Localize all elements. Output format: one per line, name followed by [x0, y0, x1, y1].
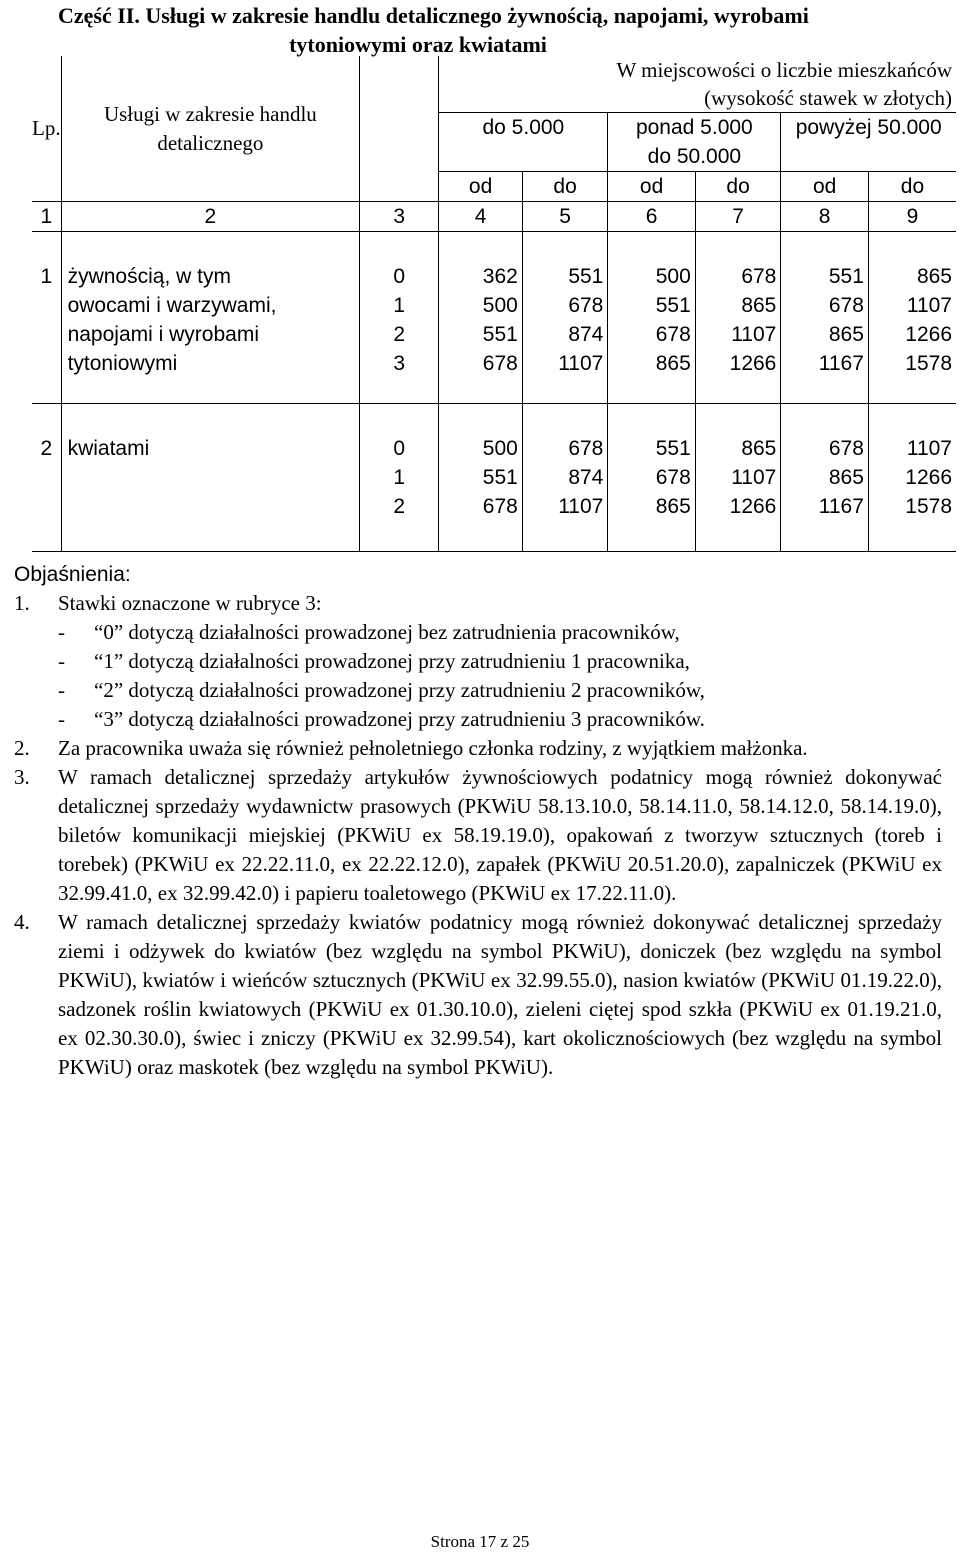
row-service-line: napojami i wyrobami: [67, 323, 259, 346]
note-item: [14, 908, 942, 1082]
rate-value: 1266: [905, 466, 952, 489]
note-number: 2.: [14, 736, 30, 760]
rate-value: 865: [655, 352, 691, 375]
employee-count: 1: [393, 466, 406, 489]
rate-value: 678: [568, 437, 604, 460]
header-lp: Lp.: [32, 56, 61, 202]
header-service: Usługi w zakresie handlu detalicznego: [61, 56, 360, 202]
note-text: Stawki oznaczone w rubryce 3:: [58, 591, 322, 615]
column-number: 3: [360, 202, 439, 232]
rate-value: 1266: [905, 323, 952, 346]
dash-bullet: -: [58, 678, 65, 702]
note-item: [14, 734, 942, 763]
note-subitem: [14, 676, 942, 705]
header-od: od: [439, 172, 522, 202]
row-service: [61, 232, 360, 404]
rate-cell: [522, 232, 608, 404]
rate-value: 500: [482, 437, 518, 460]
rate-value: 865: [741, 437, 777, 460]
rate-value: 678: [741, 265, 777, 288]
rate-value: 1107: [731, 323, 777, 346]
explanations: [14, 560, 942, 1082]
rate-value: 551: [482, 466, 518, 489]
rate-cell: [868, 404, 956, 552]
table-row: [32, 404, 956, 552]
header-range-large: powyżej 50.000: [781, 113, 956, 172]
rate-cell: [439, 404, 522, 552]
note-subitem: [14, 647, 942, 676]
note-subitem-text: “2” dotyczą działalności prowadzonej przy zatrudnieniu 2 pracowników,: [94, 678, 705, 702]
note-text: W ramach detalicznej sprzedaży kwiatów podatnicy mogą również dokonywać detalicznej sprzedaży ziemi i odżywek do kwiatów (bez względu na symbol PKWiU), doniczek (bez względu na symbol PKWiU), kwiatów i wieńców sztucznych (PKWiU ex 32.99.55.0), nasion kwiatów (PKWiU 01.19.22.0), sadzonek roślin kwiatowych (PKWiU ex 01.30.10.0), zieleni ciętej spod szkła (PKWiU ex 01.19.21.0, ex 02.30.30.0), świec i zniczy (PKWiU ex 32.99.54), kart okolicznościowych (bez względu na symbol PKWiU) oraz maskotek (bez względu na symbol PKWiU).: [58, 910, 942, 1079]
rate-value: 362: [482, 265, 518, 288]
rate-value: 865: [916, 265, 952, 288]
rate-value: 865: [828, 466, 864, 489]
employee-count: 1: [393, 294, 406, 317]
note-subitem-text: “1” dotyczą działalności prowadzonej przy zatrudnieniu 1 pracownika,: [94, 649, 690, 673]
rate-value: 865: [828, 323, 864, 346]
note-subitem: [14, 618, 942, 647]
rate-value: 1266: [729, 352, 777, 375]
employee-count: 3: [393, 352, 406, 375]
rate-value: 678: [828, 437, 864, 460]
header-do: do: [695, 172, 781, 202]
section-title: [58, 1, 938, 59]
note-item: [14, 763, 942, 908]
note-subitem-text: “3” dotyczą działalności prowadzonej przy zatrudnieniu 3 pracowników.: [94, 707, 705, 731]
rate-value: 1167: [818, 495, 864, 518]
note-subitem-text: “0” dotyczą działalności prowadzonej bez zatrudnienia pracowników,: [94, 620, 680, 644]
table-row: [32, 232, 956, 404]
column-number: 8: [781, 202, 869, 232]
note-subitem: [14, 705, 942, 734]
row-lp: 2: [32, 404, 61, 552]
rate-value: 1167: [818, 352, 864, 375]
rate-value: 678: [568, 294, 604, 317]
note-text: Za pracownika uważa się również pełnoletniego członka rodziny, z wyjątkiem małżonka.: [58, 736, 808, 760]
header-population-group: [439, 56, 956, 113]
employee-count: 0: [393, 265, 406, 288]
dash-bullet: -: [58, 620, 65, 644]
rate-cell: [868, 232, 956, 404]
rate-cell: [695, 232, 781, 404]
rate-cell: [608, 404, 695, 552]
rate-cell: [439, 232, 522, 404]
rate-cell: [522, 404, 608, 552]
section-title-line1: Część II. Usługi w zakresie handlu detalicznego żywnością, napojami, wyrobami: [58, 3, 809, 28]
rate-value: 874: [568, 466, 604, 489]
rate-cell: [781, 404, 869, 552]
header-group-line1: W miejscowości o liczbie mieszkańców: [616, 58, 952, 82]
rate-value: 678: [482, 352, 518, 375]
header-do: do: [868, 172, 956, 202]
note-number: 1.: [14, 591, 30, 615]
rate-value: 1266: [729, 495, 777, 518]
rate-value: 865: [741, 294, 777, 317]
column-number: 2: [61, 202, 360, 232]
column-number: 7: [695, 202, 781, 232]
rate-cell: [695, 404, 781, 552]
row-service-line: kwiatami: [67, 437, 150, 460]
rate-value: 678: [655, 323, 691, 346]
column-number: 4: [439, 202, 522, 232]
row-service-line: owocami i warzywami,: [67, 294, 277, 317]
column-number: 1: [32, 202, 61, 232]
note-item: [14, 589, 942, 618]
rate-value: 1107: [731, 466, 777, 489]
table-header-row: [32, 56, 956, 113]
row-service-line: tytoniowymi: [67, 352, 178, 375]
rate-cell: [608, 232, 695, 404]
page-number: Strona 17 z 25: [430, 1532, 530, 1551]
header-range-small: do 5.000: [439, 113, 608, 172]
rate-value: 1578: [905, 495, 952, 518]
rate-value: 865: [655, 495, 691, 518]
rate-value: 551: [482, 323, 518, 346]
explanations-heading: Objaśnienia:: [14, 563, 131, 586]
rate-value: 551: [655, 294, 691, 317]
rate-value: 551: [568, 265, 604, 288]
rate-value: 551: [828, 265, 864, 288]
rate-value: 500: [655, 265, 691, 288]
header-rubric: [360, 56, 439, 202]
header-group-line2: (wysokość stawek w złotych): [704, 86, 952, 110]
row-employees: [360, 232, 439, 404]
dash-bullet: -: [58, 649, 65, 673]
rate-value: 678: [482, 495, 518, 518]
employee-count: 2: [393, 323, 406, 346]
note-number: 3.: [14, 765, 30, 789]
employee-count: 0: [393, 437, 406, 460]
employee-count: 2: [393, 495, 406, 518]
column-number: 9: [868, 202, 956, 232]
rates-table: [32, 56, 956, 552]
rate-value: 551: [655, 437, 691, 460]
rate-value: 874: [568, 323, 604, 346]
rate-value: 678: [828, 294, 864, 317]
rate-value: 1107: [906, 437, 952, 460]
note-text: W ramach detalicznej sprzedaży artykułów żywnościowych podatnicy mogą również dokonywać detalicznej sprzedaży wydawnictw prasowych (PKWiU 58.13.10.0, 58.14.11.0, 58.14.12.0, 58.14.19.0), biletów komunikacji miejskiej (PKWiU ex 58.19.19.0), opakowań z tworzyw sztucznych (toreb i torebek) (PKWiU ex 22.22.11.0, ex 22.22.12.0), zapałek (PKWiU 20.51.20.0), zapalniczek (PKWiU ex 32.99.41.0, ex 32.99.42.0) i papieru toaletowego (PKWiU ex 17.22.11.0).: [58, 765, 942, 905]
header-od: od: [608, 172, 695, 202]
row-employees: [360, 404, 439, 552]
rate-value: 1107: [558, 495, 604, 518]
header-od: od: [781, 172, 869, 202]
rate-value: 1107: [906, 294, 952, 317]
row-service-line: żywnością, w tym: [67, 265, 231, 288]
note-number: 4.: [14, 910, 30, 934]
rate-value: 500: [482, 294, 518, 317]
dash-bullet: -: [58, 707, 65, 731]
row-lp: 1: [32, 232, 61, 404]
row-service: [61, 404, 360, 552]
header-do: do: [522, 172, 608, 202]
rate-value: 1578: [905, 352, 952, 375]
rate-value: 678: [655, 466, 691, 489]
header-range-medium: ponad 5.000 do 50.000: [608, 113, 781, 172]
column-number: 5: [522, 202, 608, 232]
rate-cell: [781, 232, 869, 404]
rate-value: 1107: [558, 352, 604, 375]
column-number: 6: [608, 202, 695, 232]
section-title-line2: tytoniowymi oraz kwiatami: [289, 32, 547, 57]
table-column-numbers-row: [32, 202, 956, 232]
